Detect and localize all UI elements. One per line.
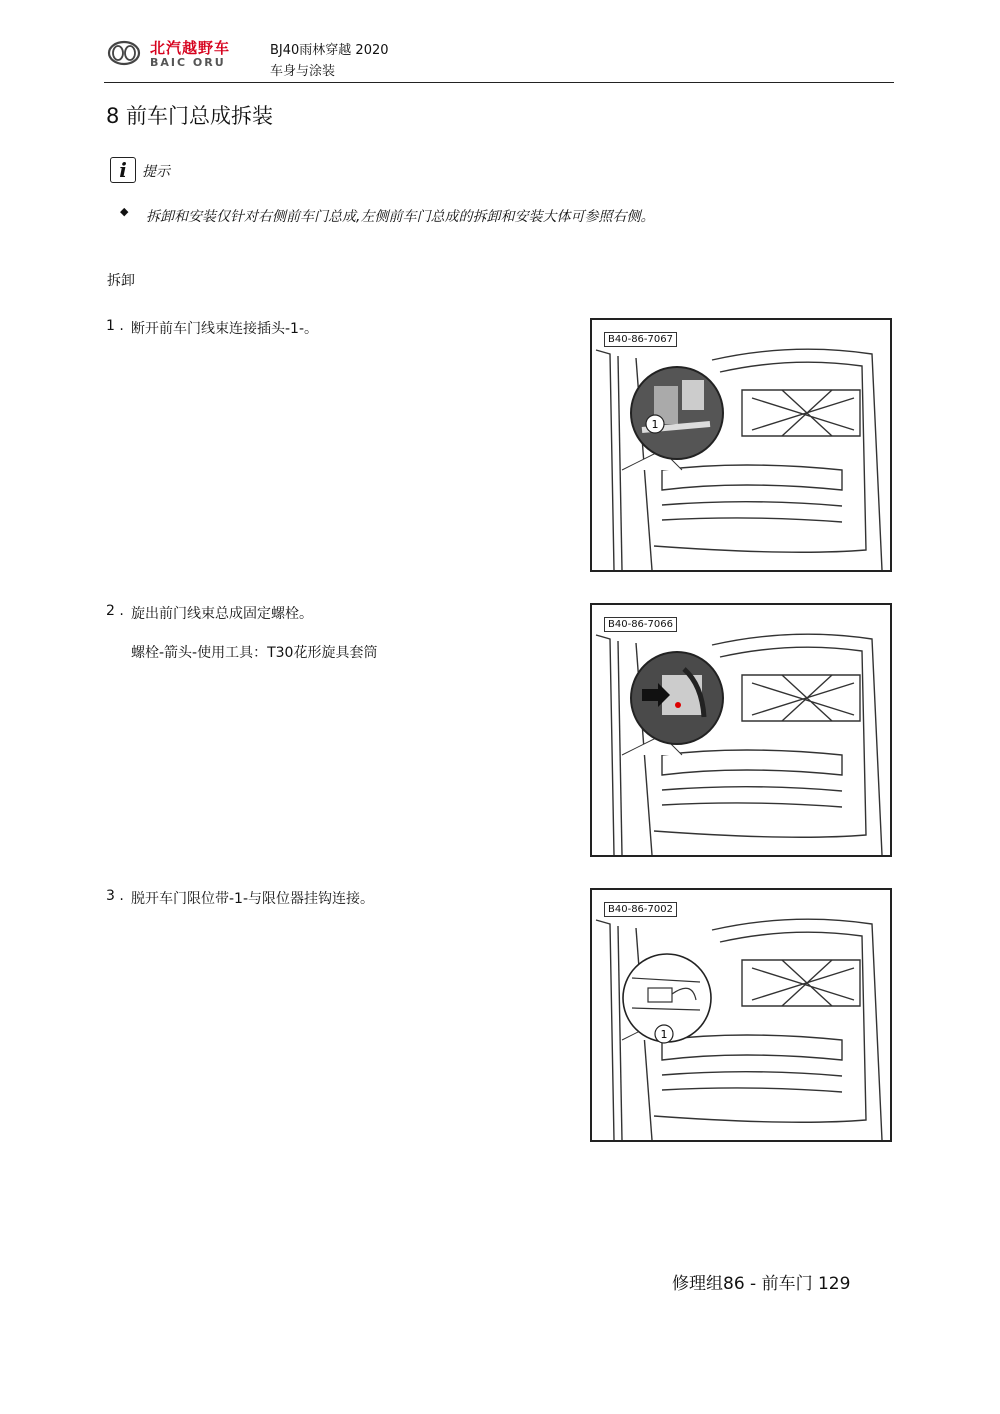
step-number: 2 .	[106, 603, 124, 619]
figure-door-connector	[590, 318, 892, 572]
door-illustration	[592, 605, 892, 857]
door-illustration	[592, 890, 892, 1142]
doc-section: 车身与涂装	[270, 64, 336, 79]
door-illustration	[592, 320, 892, 572]
page-title: 8 前车门总成拆装	[106, 104, 274, 128]
figure-door-check-strap	[590, 888, 892, 1142]
figure-harness-bolt	[590, 603, 892, 857]
brand-name-en: BAIC ORU	[150, 56, 226, 69]
info-icon: i	[110, 157, 136, 183]
brand-name-cn: 北汽越野车	[150, 39, 231, 57]
step-text: 旋出前门线束总成固定螺栓。	[131, 606, 313, 622]
callout-label: 1	[651, 418, 659, 431]
figure-code: B40-86-7002	[604, 902, 677, 917]
step-number: 3 .	[106, 888, 124, 904]
step-number: 1 .	[106, 318, 124, 334]
doc-model: BJ40雨林穿越 2020	[270, 43, 389, 58]
figure-code: B40-86-7066	[604, 617, 677, 632]
section-heading: 拆卸	[107, 273, 135, 289]
header-divider	[104, 82, 894, 83]
note-text: 拆卸和安装仅针对右侧前车门总成,左侧前车门总成的拆卸和安装大体可参照右侧。	[146, 209, 655, 225]
bullet-icon: ◆	[120, 205, 129, 218]
note-label: 提示	[142, 164, 170, 180]
page-footer: 修理组86 - 前车门 129	[672, 1274, 851, 1294]
step-detail: 螺栓-箭头-使用工具：T30花形旋具套筒	[131, 645, 378, 661]
figure-code: B40-86-7067	[604, 332, 677, 347]
step-text: 脱开车门限位带-1-与限位器挂钩连接。	[131, 891, 375, 907]
callout-label: 1	[660, 1028, 668, 1041]
step-text: 断开前车门线束连接插头-1-。	[131, 321, 319, 337]
